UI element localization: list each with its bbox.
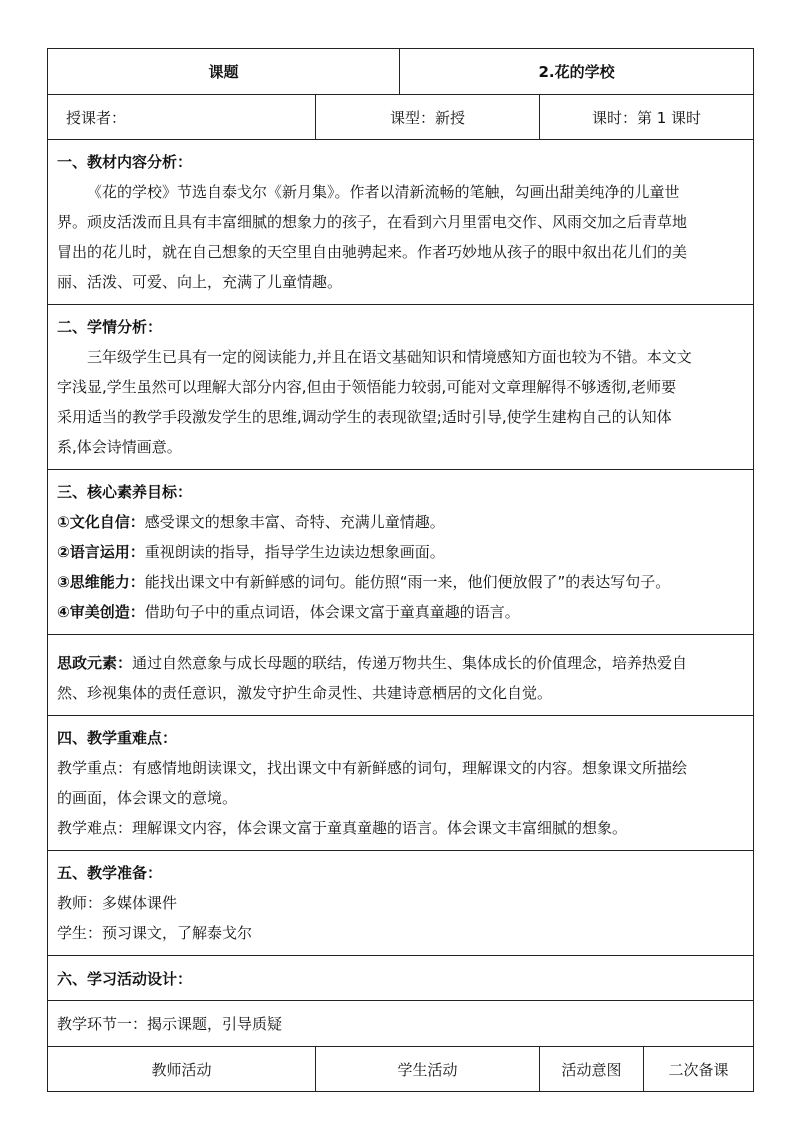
- section-core-goals: [48, 470, 754, 635]
- col-second-prep: 二次备课: [644, 1047, 754, 1092]
- section-ideology: [48, 635, 754, 716]
- goal-text: 能找出课文中有新鲜感的词句。能仿照“雨一来，他们便放假了”的表达写句子。: [144, 573, 671, 591]
- paragraph-line: 《花的学校》节选自泰戈尔《新月集》。作者以清新流畅的笔触，勾画出甜美纯净的儿童世: [87, 183, 680, 201]
- header-label: 课题: [48, 49, 400, 95]
- paragraph-line: 的画面，体会课文的意境。: [57, 789, 238, 807]
- paragraph-line: 教学难点：理解课文内容，体会课文富于童真童趣的语言。体会课文丰富细腻的想象。: [57, 819, 628, 837]
- goal-text: 重视朗读的指导，指导学生边读边想象画面。: [144, 543, 445, 561]
- paragraph-line: 采用适当的教学手段激发学生的思维,调动学生的表现欲望;适时引导,使学生建构自己的认知体: [57, 408, 672, 426]
- paragraph-line: 三年级学生已具有一定的阅读能力,并且在语文基础知识和情境感知方面也较为不错。本文文: [87, 348, 692, 366]
- section-student-analysis: [48, 305, 754, 470]
- paragraph-line: 冒出的花儿时，就在自己想象的天空里自由驰骋起来。作者巧妙地从孩子的眼中叙出花儿们的美: [57, 243, 688, 261]
- lesson-plan-table: [47, 48, 754, 1092]
- section-textbook-analysis: [48, 140, 754, 305]
- section-title: 四、教学重难点：: [57, 729, 178, 747]
- activities-header-row: [48, 1047, 754, 1092]
- goal-text: 借助句子中的重点词语，体会课文富于童真童趣的语言。: [144, 603, 520, 621]
- col-activity-intent: 活动意图: [540, 1047, 644, 1092]
- goal-label: ③思维能力：: [57, 573, 145, 591]
- teaching-step-row: [48, 1001, 754, 1047]
- paragraph-line: 系,体会诗情画意。: [57, 438, 182, 456]
- goal-item: [57, 567, 744, 597]
- section-title: 五、教学准备：: [57, 864, 163, 882]
- section-title: 三、核心素养目标：: [57, 483, 193, 501]
- ideology-line-2: 然、珍视集体的责任意识，激发守护生命灵性、共建诗意栖居的文化自觉。: [57, 684, 553, 702]
- paragraph-line: 教学重点：有感情地朗读课文，找出课文中有新鲜感的词句，理解课文的内容。想象课文所描绘: [57, 759, 688, 777]
- teaching-step: 教学环节一：揭示课题，引导质疑: [48, 1001, 754, 1047]
- lesson-title: 2.花的学校: [400, 49, 754, 95]
- goal-label: ④审美创造：: [57, 603, 145, 621]
- lesson-hours: 课时：第 1 课时: [540, 95, 754, 140]
- paragraph-line: 界。顽皮活泼而且具有丰富细腻的想象力的孩子，在看到六月里雷电交作、风雨交加之后青草地: [57, 213, 688, 231]
- goal-label: ①文化自信：: [57, 513, 145, 531]
- teacher-field: 授课者：: [48, 95, 316, 140]
- ideology-line: [57, 648, 744, 678]
- paragraph-line: 教师：多媒体课件: [57, 894, 178, 912]
- header-row: [48, 49, 754, 95]
- section-key-points: [48, 716, 754, 851]
- ideology-text: 通过自然意象与成长母题的联结，传递万物共生、集体成长的价值理念，培养热爱自: [132, 654, 688, 672]
- goal-item: [57, 537, 744, 567]
- goal-text: 感受课文的想象丰富、奇特、充满儿童情趣。: [144, 513, 445, 531]
- section-activity-design: [48, 956, 754, 1001]
- meta-row: [48, 95, 754, 140]
- goal-item: [57, 507, 744, 537]
- paragraph-line: 字浅显,学生虽然可以理解大部分内容,但由于领悟能力较弱,可能对文章理解得不够透彻,老师要: [57, 378, 677, 396]
- section-title: 一、教材内容分析：: [57, 153, 193, 171]
- lesson-type: 课型：新授: [316, 95, 540, 140]
- section-title: 二、学情分析：: [57, 318, 163, 336]
- col-teacher-activity: 教师活动: [48, 1047, 316, 1092]
- section-preparation: [48, 851, 754, 956]
- ideology-label: 思政元素：: [57, 654, 133, 672]
- lesson-plan-sheet: [47, 48, 753, 1092]
- section-title: 六、学习活动设计：: [48, 956, 754, 1001]
- paragraph-line: 学生：预习课文，了解泰戈尔: [57, 924, 253, 942]
- paragraph-line: 丽、活泼、可爱、向上，充满了儿童情趣。: [57, 273, 343, 291]
- goal-label: ②语言运用：: [57, 543, 145, 561]
- goal-item: [57, 597, 744, 627]
- col-student-activity: 学生活动: [316, 1047, 540, 1092]
